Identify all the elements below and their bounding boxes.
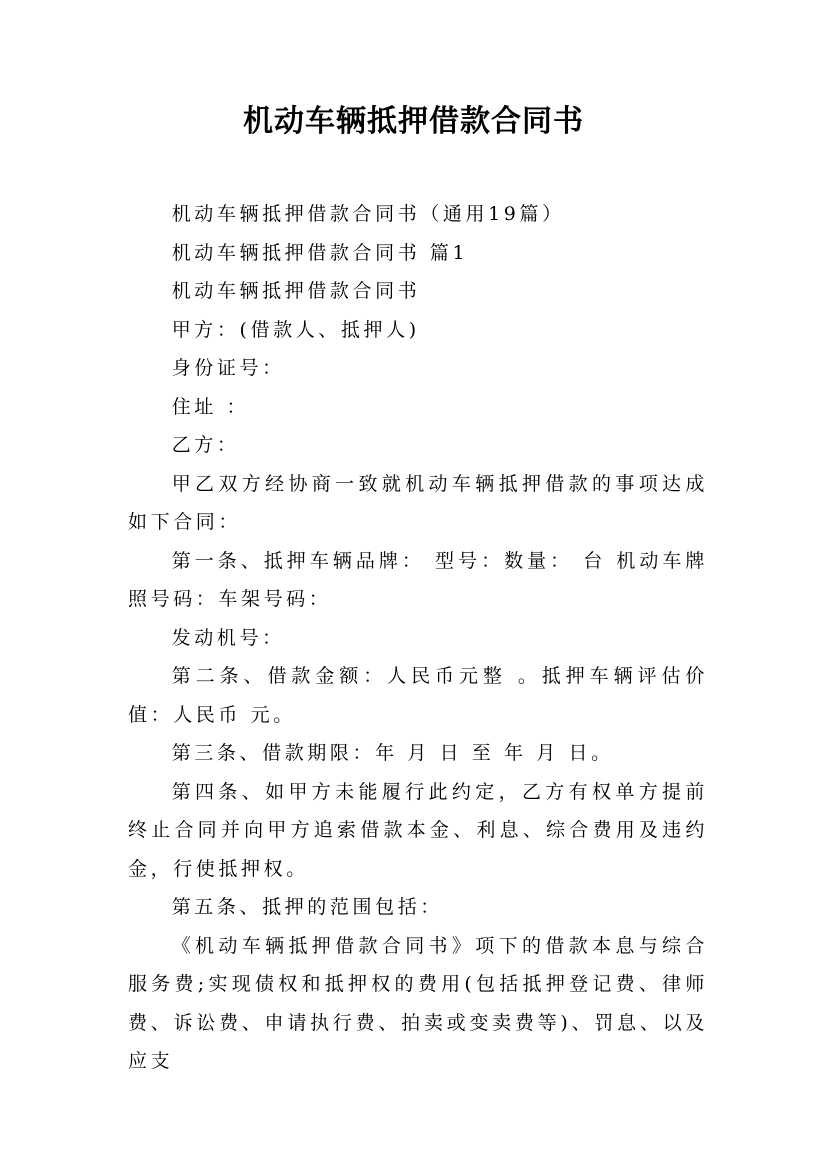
paragraph-article-1: 第一条、抵押车辆品牌： 型号：数量： 台 机动车牌照号码：车架号码： bbox=[128, 549, 708, 610]
paragraph-party-a: 甲方：(借款人、抵押人) bbox=[171, 318, 420, 341]
paragraph-engine-number: 发动机号： bbox=[171, 626, 285, 649]
paragraph-address: 住址 ： bbox=[171, 395, 250, 418]
document-body bbox=[128, 195, 708, 1081]
paragraph-article-2: 第二条、借款金额：人民币元整 。抵押车辆评估价值：人民币 元。 bbox=[128, 665, 708, 726]
paragraph-article-3: 第三条、借款期限：年 月 日 至 年 月 日。 bbox=[171, 742, 614, 764]
paragraph-agreement-intro: 甲乙双方经协商一致就机动车辆抵押借款的事项达成如下合同： bbox=[128, 472, 708, 533]
paragraph-heading-part-1: 机动车辆抵押借款合同书 篇1 bbox=[171, 241, 469, 264]
paragraph-id-number: 身份证号： bbox=[171, 357, 285, 379]
paragraph-article-4: 第四条、如甲方未能履行此约定，乙方有权单方提前终止合同并向甲方追索借款本金、利息、综合费用及违约金，行使抵押权。 bbox=[128, 780, 708, 880]
paragraph-article-5-scope: 《机动车辆抵押借款合同书》项下的借款本息与综合服务费;实现债权和抵押权的费用(包括抵押登记费、律师费、诉讼费、申请执行费、拍卖或变卖费等)、罚息、以及应支 bbox=[128, 934, 708, 1072]
paragraph-heading-collection: 机动车辆抵押借款合同书（通用19篇） bbox=[171, 203, 565, 225]
document-title: 机动车辆抵押借款合同书 bbox=[243, 104, 584, 139]
paragraph-article-5: 第五条、抵押的范围包括： bbox=[171, 896, 443, 918]
paragraph-contract-title: 机动车辆抵押借款合同书 bbox=[171, 280, 421, 302]
paragraph-party-b: 乙方： bbox=[171, 434, 240, 456]
